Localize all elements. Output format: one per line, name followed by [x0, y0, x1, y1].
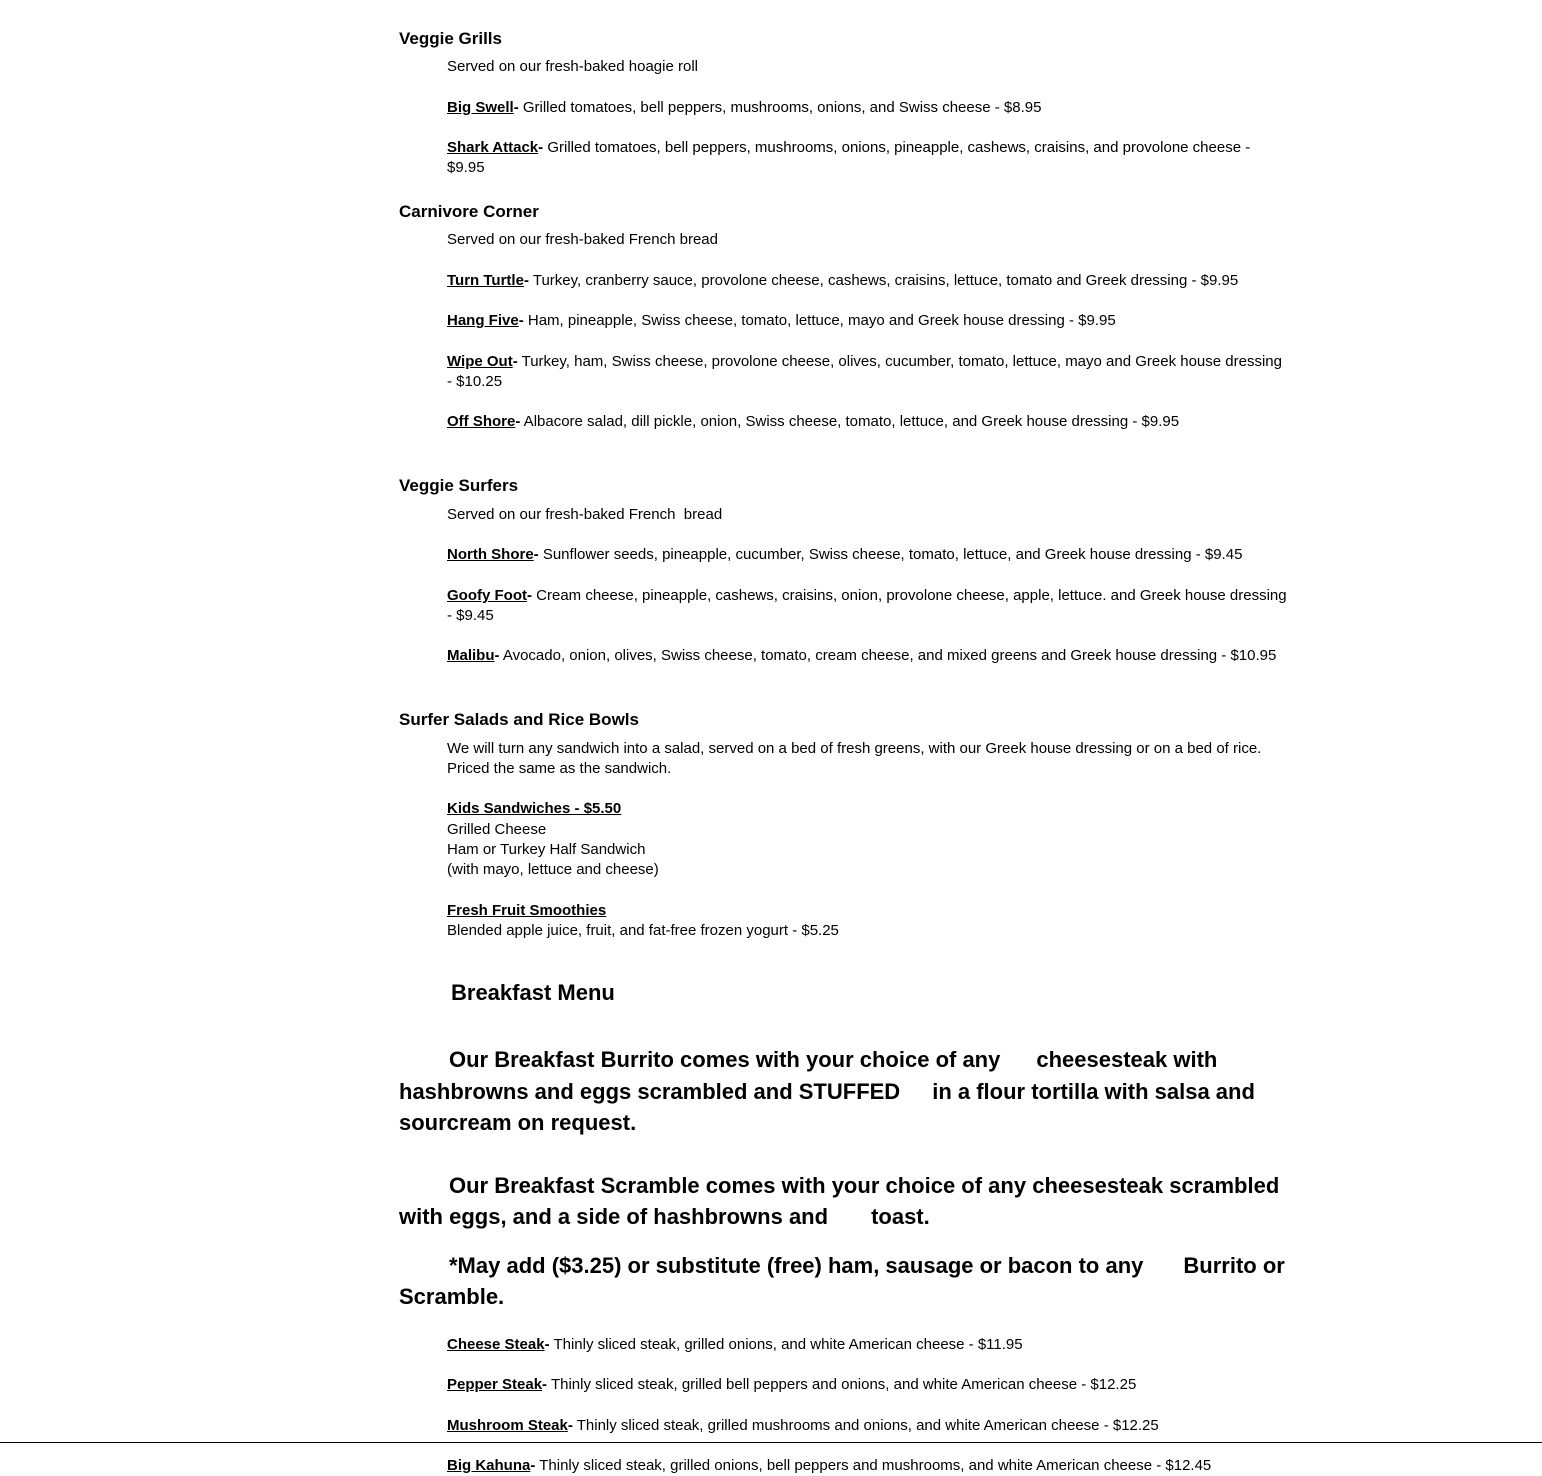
item-name: Off Shore — [447, 413, 516, 430]
item-desc: Cream cheese, pineapple, cashews, craisins, onion, provolone cheese, apple, lettuce. and Greek house dressing - $9.45 — [447, 587, 1287, 624]
salads-desc: We will turn any sandwich into a salad, served on a bed of fresh greens, with our Greek house dressing or on a bed of rice. Priced the same as the sandwich. — [447, 740, 1262, 777]
menu-item: Shark Attack- Grilled tomatoes, bell peppers, mushrooms, onions, pineapple, cashews, craisins, and provolone cheese - $9.95 — [447, 139, 1251, 176]
veggie-surfers-served: Served on our fresh-baked French bread — [447, 506, 723, 523]
salads-heading: Surfer Salads and Rice Bowls — [399, 710, 639, 729]
veggie-grills-block — [447, 57, 1289, 178]
item-name: Turn Turtle — [447, 272, 524, 289]
menu-item: Hang Five- Ham, pineapple, Swiss cheese, tomato, lettuce, mayo and Greek house dressing - $9.95 — [447, 312, 1116, 329]
veggie-surfers-block — [447, 505, 1289, 666]
item-desc: Sunflower seeds, pineapple, cucumber, Swiss cheese, tomato, lettuce, and Greek house dressing - $9.45 — [538, 546, 1243, 563]
kids-heading: Kids Sandwiches - $5.50 — [447, 800, 622, 817]
item-desc: Thinly sliced steak, grilled onions, bell peppers and mushrooms, and white American cheese - $12.45 — [535, 1456, 1212, 1474]
item-name: Pepper Steak — [447, 1375, 543, 1393]
item-name: North Shore — [447, 546, 534, 563]
smoothies-heading: Fresh Fruit Smoothies — [447, 902, 607, 919]
carnivore-corner-heading: Carnivore Corner — [399, 202, 539, 221]
breakfast-burrito-text: Our Breakfast Burrito comes with your choice of any cheesesteak with hashbrowns and eggs scrambled and STUFFED in a flour tortilla with salsa and sourcream on request. — [399, 1047, 1255, 1135]
menu-item: North Shore- Sunflower seeds, pineapple, cucumber, Swiss cheese, tomato, lettuce, and Greek house dressing - $9.45 — [447, 546, 1243, 563]
item-desc: Grilled tomatoes, bell peppers, mushrooms, onions, and Swiss cheese - $8.95 — [518, 99, 1042, 116]
item-name: Big Kahuna — [447, 1456, 531, 1474]
breakfast-heading: Breakfast Menu — [451, 980, 615, 1005]
menu-item: Cheese Steak- Thinly sliced steak, grilled onions, and white American cheese - $11.95 — [447, 1335, 1023, 1353]
item-name: Hang Five — [447, 312, 519, 329]
item-name: Goofy Foot — [447, 587, 527, 604]
menu-item: Pepper Steak- Thinly sliced steak, grilled bell peppers and onions, and white American cheese - $12.25 — [447, 1375, 1137, 1393]
kids-line: Ham or Turkey Half Sandwich — [447, 841, 646, 858]
item-desc: Albacore salad, dill pickle, onion, Swiss cheese, tomato, lettuce, and Greek house dressing - $9.95 — [520, 413, 1180, 430]
carnivore-corner-block — [447, 230, 1289, 432]
menu-item: Turn Turtle- Turkey, cranberry sauce, provolone cheese, cashews, craisins, lettuce, tomato and Greek dressing - $9.95 — [447, 272, 1239, 289]
steaks-block — [447, 1335, 1289, 1476]
item-name: Malibu — [447, 647, 495, 664]
menu-item: Mushroom Steak- Thinly sliced steak, grilled mushrooms and onions, and white American cheese - $12.25 — [447, 1416, 1159, 1434]
smoothies-desc: Blended apple juice, fruit, and fat-free frozen yogurt - $5.25 — [447, 922, 839, 939]
veggie-grills-heading: Veggie Grills — [399, 29, 502, 48]
item-name: Big Swell — [447, 99, 514, 116]
breakfast-note-text: *May add ($3.25) or substitute (free) ham, sausage or bacon to any Burrito or Scramble. — [399, 1252, 1285, 1309]
veggie-surfers-heading: Veggie Surfers — [399, 476, 519, 495]
item-name: Mushroom Steak — [447, 1416, 568, 1434]
item-desc: Ham, pineapple, Swiss cheese, tomato, lettuce, mayo and Greek house dressing - $9.95 — [523, 312, 1116, 329]
item-name: Cheese Steak — [447, 1335, 545, 1353]
kids-line: Grilled Cheese — [447, 821, 547, 838]
item-desc: Thinly sliced steak, grilled bell peppers and onions, and white American cheese - $12.25 — [547, 1375, 1137, 1393]
veggie-grills-served: Served on our fresh-baked hoagie roll — [447, 58, 698, 75]
salads-block — [447, 739, 1289, 941]
item-desc: Turkey, ham, Swiss cheese, provolone cheese, olives, cucumber, tomato, lettuce, mayo and Greek house dressing - $10.25 — [447, 353, 1282, 390]
menu-item: Off Shore- Albacore salad, dill pickle, onion, Swiss cheese, tomato, lettuce, and Greek house dressing - $9.95 — [447, 413, 1180, 430]
item-desc: Grilled tomatoes, bell peppers, mushrooms, onions, pineapple, cashews, craisins, and provolone cheese - $9.95 — [447, 139, 1251, 176]
menu-item: Big Swell- Grilled tomatoes, bell peppers, mushrooms, onions, and Swiss cheese - $8.95 — [447, 99, 1042, 116]
item-desc: Thinly sliced steak, grilled mushrooms and onions, and white American cheese - $12.25 — [572, 1416, 1159, 1434]
item-name: Wipe Out — [447, 353, 513, 370]
kids-line: (with mayo, lettuce and cheese) — [447, 861, 659, 878]
menu-page — [399, 0, 1289, 1476]
item-desc: Thinly sliced steak, grilled onions, and white American cheese - $11.95 — [549, 1335, 1023, 1353]
menu-item: Malibu- Avocado, onion, olives, Swiss cheese, tomato, cream cheese, and mixed greens and Greek house dressing - $10.95 — [447, 647, 1277, 664]
menu-item: Goofy Foot- Cream cheese, pineapple, cashews, craisins, onion, provolone cheese, apple, lettuce. and Greek house dressing - $9.45 — [447, 587, 1287, 624]
item-name: Shark Attack — [447, 139, 539, 156]
item-desc: Avocado, onion, olives, Swiss cheese, tomato, cream cheese, and mixed greens and Greek house dressing - $10.95 — [499, 647, 1277, 664]
carnivore-corner-served: Served on our fresh-baked French bread — [447, 231, 718, 248]
menu-item: Big Kahuna- Thinly sliced steak, grilled onions, bell peppers and mushrooms, and white American cheese - $12.45 — [447, 1456, 1212, 1474]
breakfast-scramble-text: Our Breakfast Scramble comes with your choice of any cheesesteak scrambled with eggs, and a side of hashbrowns and toast. — [399, 1172, 1280, 1229]
item-desc: Turkey, cranberry sauce, provolone cheese, cashews, craisins, lettuce, tomato and Greek dressing - $9.95 — [528, 272, 1239, 289]
menu-item: Wipe Out- Turkey, ham, Swiss cheese, provolone cheese, olives, cucumber, tomato, lettuce, mayo and Greek house dressing - $10.25 — [447, 353, 1282, 390]
